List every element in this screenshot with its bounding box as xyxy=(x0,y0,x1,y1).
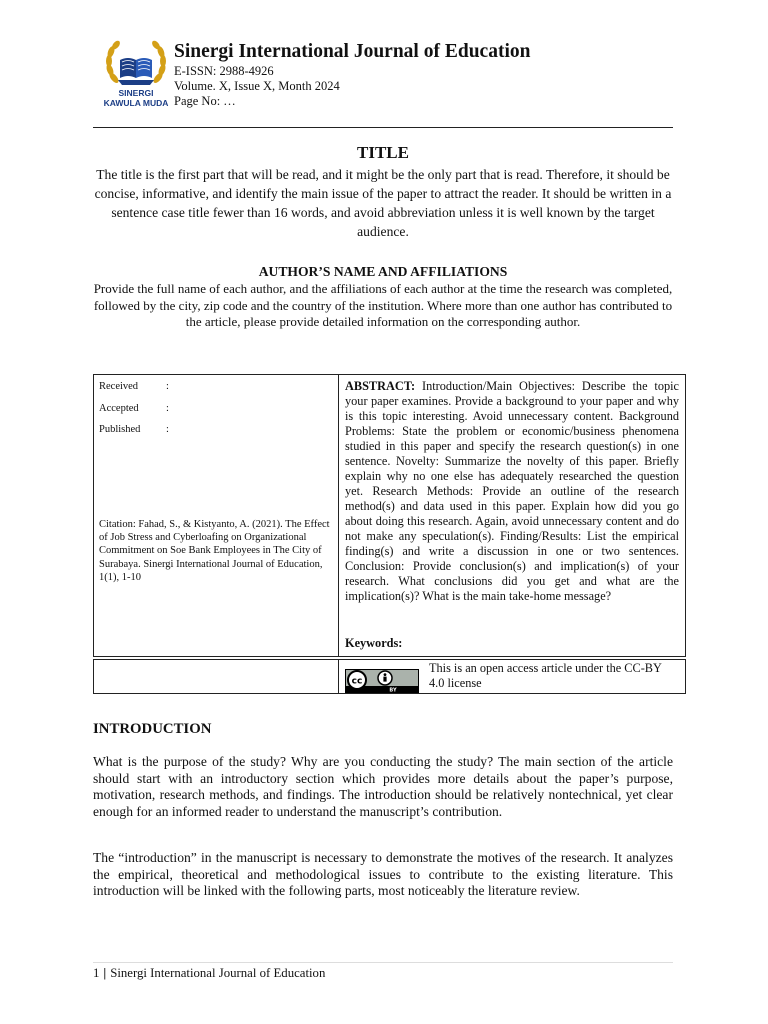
accepted-colon: : xyxy=(166,403,169,414)
journal-header xyxy=(100,38,680,114)
received-colon: : xyxy=(166,381,169,392)
header-text-block xyxy=(174,40,530,109)
abstract-cell xyxy=(339,374,686,657)
accepted-row xyxy=(99,402,169,415)
article-info-table xyxy=(93,374,686,694)
footer-divider xyxy=(93,962,673,963)
volume-issue: Volume. X, Issue X, Month 2024 xyxy=(174,79,340,93)
journal-name: Sinergi International Journal of Education xyxy=(174,41,531,62)
published-colon: : xyxy=(166,424,169,435)
license-cell xyxy=(339,659,686,694)
empty-cell xyxy=(93,659,339,694)
article-meta-cell xyxy=(93,374,339,657)
published-row xyxy=(99,423,169,436)
svg-text:BY: BY xyxy=(389,687,397,693)
section-title-heading: TITLE xyxy=(357,143,409,162)
introduction-paragraph-2: The “introduction” in the manuscript is necessary to demonstrate the motives of the research. It analyzes the empirical, theoretical and methodological issues to contribute to the existing literature. This introduction will be linked with the following parts, most noticeably the literature review. xyxy=(93,850,673,899)
page-footer xyxy=(93,965,325,981)
abstract-text: Introduction/Main Objectives: Describe the topic your paper examines. Provide a background to your paper and why is this topic interesting. Avoid unnecessary content. Background Problems: State the problem or economic/business phenomena studied in this paper and specify the research question(s) in one sentence. Novelty: Summarize the novelty of this paper. Briefly explain why no one else has adequately researched the question yet. Research Methods: Provide an outline of the research method(s) and data used in this paper. Explain how did you go about doing this research. Again, avoid unnecessary content and do not make any speculation(s). Finding/Results: List the empirical finding(s) and write a discussion in one or two sentences. Conclusion: Provide conclusion(s) and implication(s) of your research. What conclusions did you get and what are the implication(s)? What is the main take-home message? xyxy=(345,379,679,603)
title-description: The title is the first part that will be read, and it might be the only part that is read. Therefore, it should be concise, informative, and identify the main issue of the paper to attract the reader. It should be written in a sentence case title fewer than 16 words, and avoid abbreviation unless it is well known by the target audience. xyxy=(94,167,672,239)
author-heading: AUTHOR’S NAME AND AFFILIATIONS xyxy=(258,264,508,279)
keywords-label: Keywords: xyxy=(345,636,403,650)
accepted-label: Accepted xyxy=(99,403,139,414)
logo-text-line2: KAWULA MUDA xyxy=(103,98,169,108)
logo-text-line1: SINERGI xyxy=(118,88,154,98)
license-text: This is an open access article under the CC-BY 4.0 license xyxy=(429,661,662,690)
received-label: Received xyxy=(99,381,139,392)
author-description: Provide the full name of each author, and the affiliations of each author at the time the research was completed, followed by the city, zip code and the country of the institution. Where more than one author has contributed to the article, please provide detailed information on the corresponding author. xyxy=(93,281,673,329)
cc-by-license-icon[interactable] xyxy=(345,669,419,693)
published-label: Published xyxy=(99,424,141,435)
abstract-paragraph xyxy=(345,379,679,604)
footer-page-number: 1 xyxy=(93,966,100,980)
eissn: E-ISSN: 2988-4926 xyxy=(174,64,274,78)
svg-text:cc: cc xyxy=(351,676,363,687)
citation-text: Citation: Fahad, S., & Kistyanto, A. (2021). The Effect of Job Stress and Cyberloafing on Organizational Commitment on Soe Bank Employees in The City of Surabaya. Sinergi International Journal of Education, 1(1), 1-10 xyxy=(99,519,330,583)
header-divider xyxy=(93,127,673,128)
abstract-label: ABSTRACT: xyxy=(345,379,416,393)
page-number-label: Page No: … xyxy=(174,94,236,108)
footer-separator: | xyxy=(103,966,107,980)
received-row xyxy=(99,380,169,393)
open-book-laurel-logo-icon xyxy=(100,38,172,110)
introduction-paragraph-1: What is the purpose of the study? Why are you conducting the study? The main section of the article should start with an introductory section which provides more details about the paper’s purpose, motivation, research methods, and findings. The introduction should be relatively nontechnical, yet clear enough for an informed reader to understand the manuscript’s contribution. xyxy=(93,754,673,819)
introduction-heading: INTRODUCTION xyxy=(93,721,212,737)
footer-journal-name: Sinergi International Journal of Education xyxy=(110,966,326,980)
